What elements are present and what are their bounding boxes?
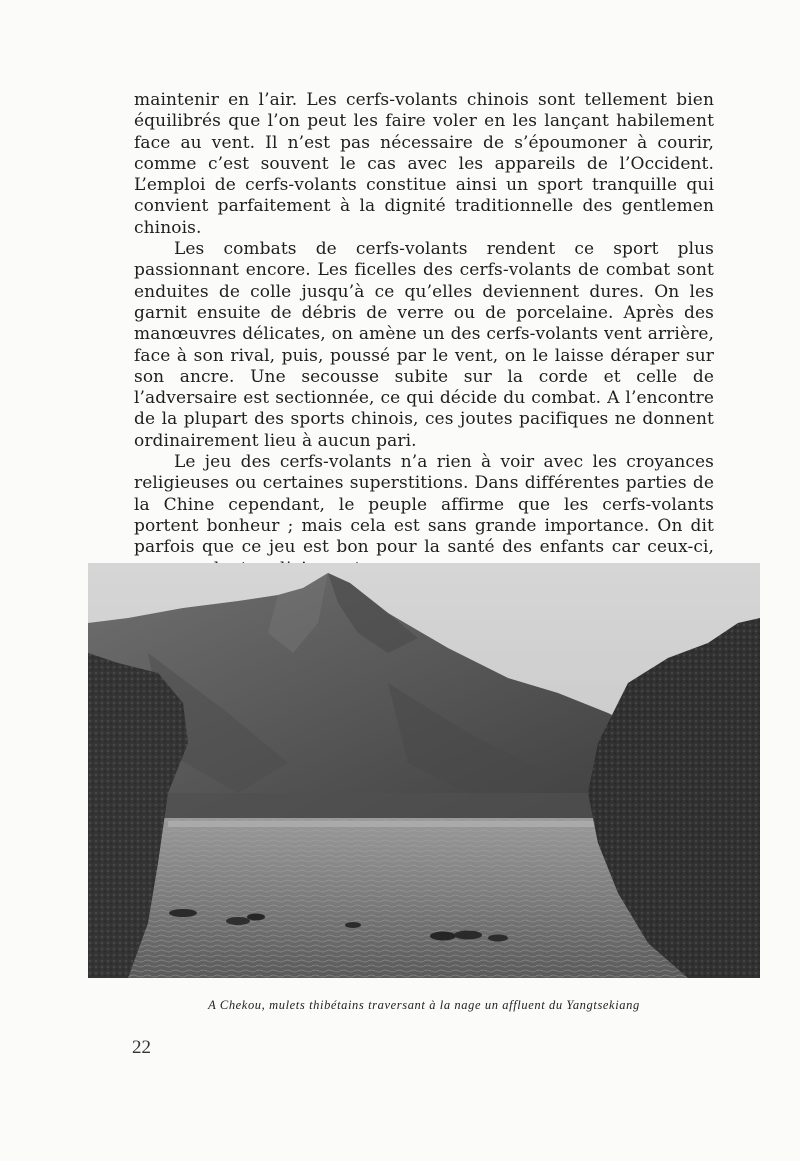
page-number: 22 (132, 1037, 151, 1058)
body-text (134, 90, 714, 580)
paragraph-1: maintenir en l’air. Les cerfs-volants chinois sont tellement bien équilibrés que l’on peut les faire voler en les lançant habilement face au vent. Il n’est pas nécessaire de s’époumoner à courir, comme c’est souvent le cas avec les appareils de l’Occident. L’emploi de cerfs-volants constitue ainsi un sport tranquille qui convient parfaitement à la dignité traditionnelle des gentlemen chinois. (134, 90, 714, 238)
photo-caption: A Chekou, mulets thibétains traversant à la nage un affluent du Yangtsekiang (208, 998, 640, 1012)
paragraph-3: Le jeu des cerfs-volants n’a rien à voir avec les croyances religieuses ou certaines superstitions. Dans différentes parties de la Chine cependant, le peuple affirme que les cerfs-volants portent bonheur ; mais cela est sans grande importance. On dit parfois que ce jeu est bon pour la santé des enfants car ceux-ci, (134, 452, 714, 558)
photograph-river-mountain (88, 563, 760, 978)
paragraph-2: Les combats de cerfs-volants rendent ce sport plus passionnant encore. Les ficelles des cerfs-volants de combat sont enduites de colle jusqu’à ce qu’elles deviennent dures. On les garnit ensuite de débris de verre ou de porcelaine. Après des manœuvres délicates, on amène un des cerfs-volants vent arrière, face à son rival, puis, poussé par le vent, on le laisse déraper sur son ancre. Une secousse subite sur la corde et celle de l’adversaire est sectionnée, ce qui décide du combat. A l’encontre de la plupart des sports chinois, ces joutes pacifiques ne donnent ordinairement lieu à aucun pari. (134, 239, 714, 451)
